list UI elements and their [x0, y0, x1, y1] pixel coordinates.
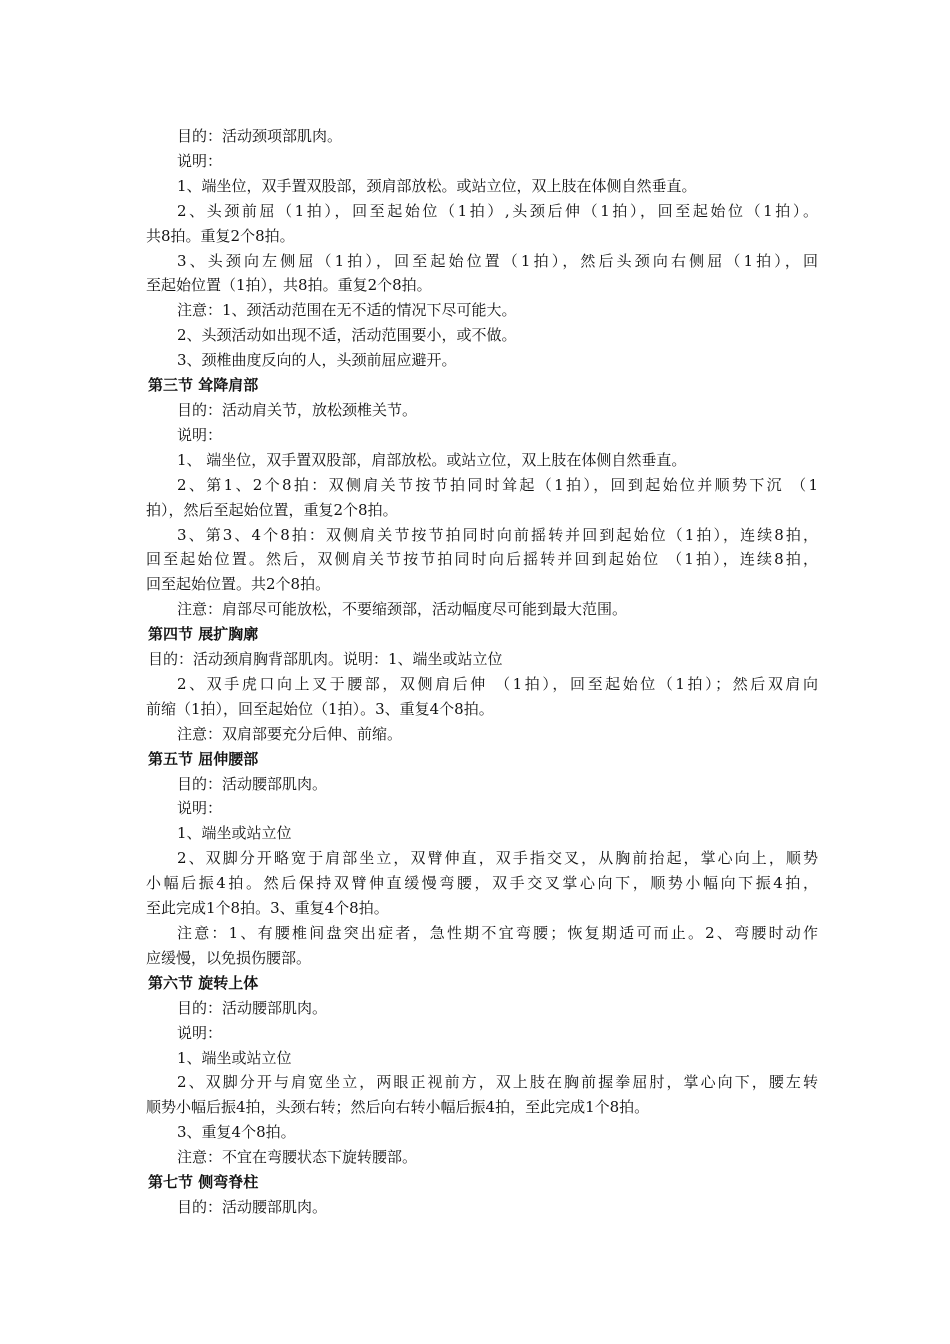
text-line: 2、头颈前屈（1拍），回至起始位（1拍）,头颈后伸（1拍），回至起始位（1拍）。 — [177, 201, 818, 220]
text-line: 2、双手虎口向上叉于腰部，双侧肩后伸 （1拍），回至起始位（1拍）；然后双肩向 — [177, 674, 818, 693]
text-line: 1、端坐位，双手置双股部，颈肩部放松。或站立位，双上肢在体侧自然垂直。 — [177, 176, 697, 195]
text-line: 2、双脚分开与肩宽坐立，两眼正视前方，双上肢在胸前握拳屈肘，掌心向下，腰左转 — [177, 1073, 818, 1092]
text-line: 前缩（1拍），回至起始位（1拍）。3、重复4个8拍。 — [146, 699, 494, 718]
text-line: 目的：活动颈项部肌肉。 — [177, 127, 343, 145]
text-line: 回至起始位置。共2个8拍。 — [146, 575, 331, 594]
text-line: 3、颈椎曲度反向的人，头颈前屈应避开。 — [177, 351, 457, 370]
section-heading: 第三节 耸降肩部 — [148, 376, 259, 395]
text-line: 目的：活动腰部肌肉。 — [177, 1197, 328, 1216]
text-line: 1、端坐或站立位 — [177, 824, 292, 843]
text-line: 说明： — [177, 425, 223, 444]
text-line: 说明： — [177, 151, 223, 170]
text-line: 说明： — [177, 799, 223, 818]
text-line: 说明： — [177, 1023, 223, 1042]
text-line: 1、 端坐位，双手置双股部，肩部放松。或站立位，双上肢在体侧自然垂直。 — [177, 450, 687, 469]
text-line: 注意：肩部尽可能放松，不要缩颈部，活动幅度尽可能到最大范围。 — [177, 600, 628, 619]
text-line: 2、双脚分开略宽于肩部坐立，双臂伸直，双手指交叉，从胸前抬起，掌心向上，顺势 — [177, 849, 818, 868]
text-line: 3、头颈向左侧屈（1拍），回至起始位置（1拍），然后头颈向右侧屈（1拍），回 — [177, 251, 818, 270]
text-line: 注意：1、颈活动范围在无不适的情况下尽可能大。 — [177, 301, 517, 320]
section-heading: 第四节 展扩胸廓 — [148, 625, 259, 644]
text-line: 应缓慢，以免损伤腰部。 — [146, 948, 312, 967]
text-line: 2、第1、2个8拍：双侧肩关节按节拍同时耸起（1拍），回到起始位并顺势下沉 （1 — [177, 475, 818, 494]
section-heading: 第六节 旋转上体 — [148, 973, 259, 992]
text-line: 小幅后振4拍。然后保持双臂伸直缓慢弯腰，双手交叉掌心向下，顺势小幅向下振4拍， — [146, 874, 818, 893]
text-line: 注意：1、有腰椎间盘突出症者，急性期不宜弯腰；恢复期适可而止。2、弯腰时动作 — [177, 924, 818, 942]
text-line: 目的：活动腰部肌肉。 — [177, 998, 328, 1017]
text-line: 共8拍。重复2个8拍。 — [146, 226, 295, 245]
text-line: 2、头颈活动如出现不适，活动范围要小，或不做。 — [177, 326, 517, 345]
text-line: 至起始位置（1拍），共8拍。重复2个8拍。 — [146, 276, 432, 295]
document-body — [146, 124, 818, 1220]
text-line: 目的：活动颈肩胸背部肌肉。说明：1、端坐或站立位 — [148, 650, 503, 669]
text-line: 目的：活动肩关节，放松颈椎关节。 — [177, 400, 418, 419]
section-heading: 第五节 屈伸腰部 — [148, 749, 259, 768]
text-line: 至此完成1个8拍。3、重复4个8拍。 — [146, 899, 389, 918]
text-line: 3、重复4个8拍。 — [177, 1123, 296, 1142]
text-line: 3、第3、4个8拍：双侧肩关节按节拍同时向前摇转并回到起始位（1拍），连续8拍， — [177, 525, 818, 544]
section-heading: 第七节 侧弯脊柱 — [148, 1173, 259, 1192]
text-line: 1、端坐或站立位 — [177, 1048, 292, 1067]
text-line: 注意：不宜在弯腰状态下旋转腰部。 — [177, 1148, 418, 1167]
text-line: 回至起始位置。然后，双侧肩关节按节拍同时向后摇转并回到起始位 （1拍），连续8拍， — [146, 550, 818, 569]
text-line: 拍），然后至起始位置，重复2个8拍。 — [146, 500, 398, 519]
text-line: 顺势小幅后振4拍，头颈右转；然后向右转小幅后振4拍，至此完成1个8拍。 — [146, 1098, 650, 1117]
text-line: 注意：双肩部要充分后伸、前缩。 — [177, 724, 403, 743]
text-line: 目的：活动腰部肌肉。 — [177, 774, 328, 793]
